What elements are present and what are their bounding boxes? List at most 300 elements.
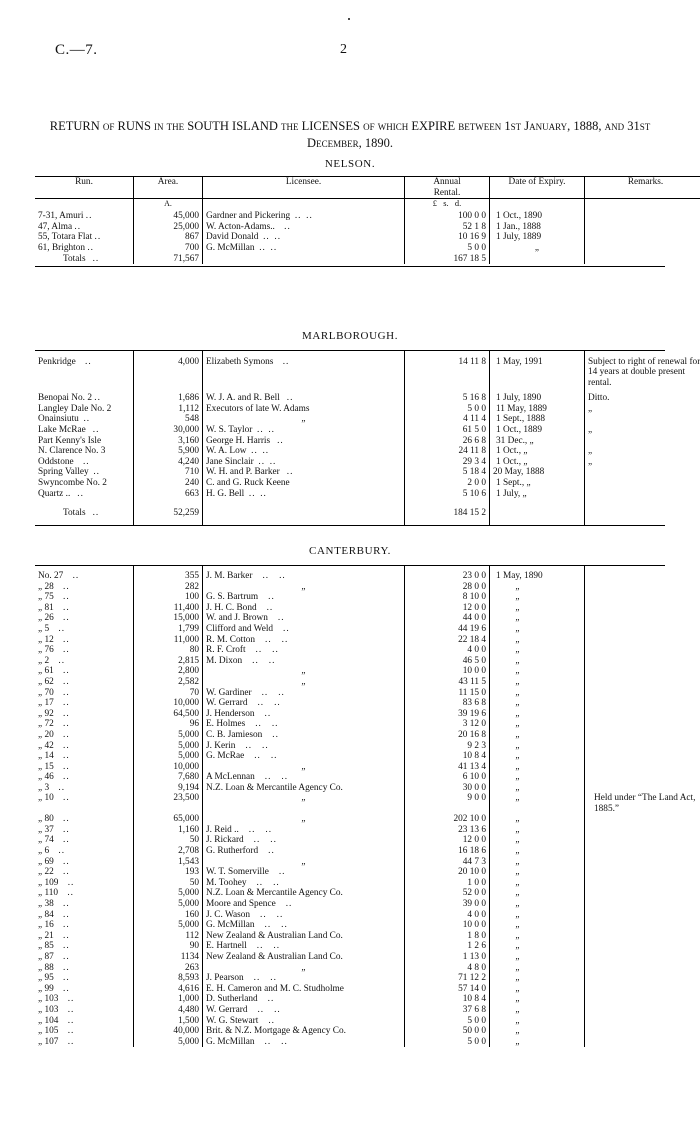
cell-remarks	[585, 857, 700, 868]
leader-dots: ..	[258, 1015, 275, 1026]
leader-dots: ..	[63, 729, 70, 740]
table-nelson	[35, 176, 700, 264]
leader-dots: ..	[63, 962, 70, 973]
cell-expiry: „	[490, 835, 585, 846]
cell-rental: 26 6 8	[405, 436, 490, 447]
cell-run	[35, 920, 134, 931]
cell-expiry: „	[490, 857, 585, 868]
cell-licensee: W. A. Low .. ..	[203, 446, 405, 457]
cell-area: 11,000	[134, 635, 203, 646]
leader-dots: ..	[257, 994, 275, 1005]
cell-expiry: „	[490, 635, 585, 646]
cell-remarks	[585, 1037, 700, 1048]
licensee-name: J. Rickard	[206, 835, 244, 846]
cell-area: 4,480	[134, 1005, 203, 1016]
section-title-canterbury: CANTERBURY.	[309, 545, 391, 557]
licensee-name: J. Kerin	[206, 740, 236, 751]
table-row	[35, 404, 700, 415]
cell-expiry: „	[490, 688, 585, 699]
cell-run	[35, 719, 134, 730]
page-title: RETURN of RUNS in the SOUTH ISLAND the LICENSES of which EXPIRE between 1st January, 1888, and 31st December, 1890.	[49, 119, 651, 150]
cell-remarks	[585, 899, 700, 910]
table-row	[35, 1005, 700, 1016]
cell-rental: 10 8 4	[405, 994, 490, 1005]
leader-dots: ..	[67, 888, 75, 899]
cell-expiry: 1 July, 1890	[490, 388, 585, 404]
cell-run	[35, 984, 134, 995]
leader-dots: ..	[63, 793, 70, 804]
cell-remarks	[585, 762, 700, 773]
cell-licensee	[203, 582, 405, 593]
cell-expiry: „	[490, 814, 585, 825]
cell-licensee	[203, 751, 405, 762]
cell-rental: 52 0 0	[405, 888, 490, 899]
run-number: No. 27	[38, 571, 64, 581]
leader-dots: ..	[63, 592, 70, 603]
leader-dots: ..	[63, 952, 70, 962]
cell-rental: 2 0 0	[405, 478, 490, 489]
leader-dots: ..	[260, 835, 277, 846]
cell-licensee: „	[203, 414, 405, 425]
cell-run	[35, 645, 134, 656]
cell-remarks	[585, 613, 700, 624]
licensee-name: R. M. Cotton	[206, 634, 256, 645]
cell-rental: 4 8 0	[405, 963, 490, 974]
cell-licensee: G. McMillan .. ..	[203, 243, 405, 254]
cell-run	[35, 656, 134, 667]
licensee-name: W. Gardiner	[206, 687, 252, 698]
run-number: „ 37	[38, 824, 54, 835]
leader-dots: ..	[63, 856, 70, 867]
cell-run	[35, 741, 134, 752]
cell-licensee	[203, 603, 405, 614]
cell-expiry: „	[490, 730, 585, 741]
cell-licensee: C. and G. Ruck Keene	[203, 478, 405, 489]
cell-area: 4,616	[134, 984, 203, 995]
leader-dots: ..	[268, 687, 285, 698]
leader-dots: ..	[268, 867, 286, 878]
cell-remarks	[585, 698, 700, 709]
cell-run	[35, 688, 134, 699]
cell-remarks: „	[585, 446, 700, 457]
col-annual-rental: Annual Rental.	[405, 177, 490, 199]
table-row	[35, 741, 700, 752]
cell-expiry: „	[490, 719, 585, 730]
cell-area: 10,000	[134, 698, 203, 709]
cell-remarks	[585, 878, 700, 889]
cell-expiry: „	[490, 867, 585, 878]
cell-expiry: 1 July, 1889	[490, 232, 585, 243]
cell-rental: 11 15 0	[405, 688, 490, 699]
totals-label: Totals ..	[63, 508, 100, 519]
licensee-name: A McLennan	[206, 772, 255, 783]
run-number: „ 38	[38, 899, 54, 910]
cell-licensee	[203, 709, 405, 720]
table-row	[35, 243, 700, 254]
cell-expiry: „	[490, 1016, 585, 1027]
cell-rental: 57 14 0	[405, 984, 490, 995]
cell-remarks	[585, 243, 700, 254]
cell-area: 5,000	[134, 730, 203, 741]
table-row	[35, 941, 700, 952]
licensee-name: G. S. Bartrum	[206, 592, 259, 603]
run-number: „ 10	[38, 793, 54, 804]
cell-rental: 14 11 8	[405, 357, 490, 388]
cell-run: Spring Valley ..	[38, 467, 101, 478]
cell-area: 10,000	[134, 762, 203, 773]
cell-rental: 4 0 0	[405, 910, 490, 921]
leader-dots: ..	[63, 676, 70, 687]
cell-rental: 20 16 8	[405, 730, 490, 741]
table-row	[35, 878, 700, 889]
cell-run	[35, 857, 134, 868]
cell-run	[35, 846, 134, 857]
cell-remarks	[585, 984, 700, 995]
cell-rental: 28 0 0	[405, 582, 490, 593]
cell-remarks	[585, 941, 700, 952]
table-row	[35, 772, 700, 783]
cell-rental: 5 0 0	[405, 1016, 490, 1027]
cell-licensee	[203, 730, 405, 741]
cell-licensee: Gardner and Pickering .. ..	[203, 211, 405, 222]
licensee-name: W. Gerrard	[206, 698, 248, 709]
leader-dots: ..	[251, 687, 269, 698]
leader-dots: ..	[67, 1036, 75, 1047]
cell-expiry: „	[490, 603, 585, 614]
cell-remarks	[585, 814, 700, 825]
remark-text: Held under “The Land Act, 1885.”	[594, 793, 696, 814]
cell-rental: 30 0 0	[405, 783, 490, 794]
licensee-name: J. Henderson	[206, 708, 255, 719]
cell-expiry: „	[490, 846, 585, 857]
cell-expiry: „	[490, 825, 585, 836]
cell-licensee	[203, 867, 405, 878]
cell-run	[35, 1026, 134, 1037]
run-number: „ 28	[38, 581, 54, 592]
cell-run: Quartz .. ..	[38, 488, 84, 499]
cell-expiry: 1 Jan., 1888	[490, 222, 585, 233]
leader-dots: ..	[63, 814, 70, 825]
cell-rental: 1 2 6	[405, 941, 490, 952]
cell-expiry: „	[490, 677, 585, 688]
totals-label: Totals ..	[63, 253, 100, 264]
cell-rental: 1 13 0	[405, 952, 490, 963]
table-row	[35, 1016, 700, 1027]
cell-run	[35, 1016, 134, 1027]
cell-expiry: „	[490, 910, 585, 921]
cell-rental: 71 12 2	[405, 973, 490, 984]
cell-rental: 5 0 0	[405, 243, 490, 254]
col-area: Area.	[134, 177, 203, 199]
leader-dots: ..	[243, 835, 261, 846]
cell-expiry: 1 Sept., „	[490, 478, 585, 489]
cell-run	[35, 582, 134, 593]
cell-rental: 20 10 0	[405, 867, 490, 878]
licensee-name: W. T. Somerville	[206, 867, 269, 878]
leader-dots: ..	[67, 1026, 75, 1037]
cell-rental: 46 5 0	[405, 656, 490, 667]
table-header-row	[35, 177, 700, 199]
licensee-name: Clifford and Weld	[206, 623, 274, 634]
licensee-name: J. Reid ..	[206, 824, 239, 835]
table-row	[35, 656, 700, 667]
cell-run	[35, 603, 134, 614]
cell-expiry: „	[490, 656, 585, 667]
table-row	[35, 571, 700, 582]
cell-run	[35, 709, 134, 720]
table-row	[35, 888, 700, 899]
cell-expiry: „	[490, 963, 585, 974]
leader-dots: ..	[247, 698, 265, 709]
table-row	[35, 613, 700, 624]
table-row	[35, 582, 700, 593]
cell-area: 193	[134, 867, 203, 878]
cell-remarks	[585, 783, 700, 794]
cell-area: 1,686	[134, 388, 203, 404]
cell-area: 8,593	[134, 973, 203, 984]
cell-expiry: „	[490, 1037, 585, 1048]
cell-licensee	[203, 762, 405, 773]
cell-area: 45,000	[134, 211, 203, 222]
cell-run	[35, 963, 134, 974]
cell-remarks	[585, 772, 700, 783]
cell-licensee	[203, 846, 405, 857]
table-row	[35, 467, 700, 478]
section-rule-bottom	[35, 525, 665, 526]
col-remarks: Remarks.	[585, 177, 700, 199]
table-row	[35, 645, 700, 656]
cell-area: 1,500	[134, 1016, 203, 1027]
cell-licensee	[203, 741, 405, 752]
cell-remarks	[585, 489, 700, 500]
run-number: „ 20	[38, 729, 54, 740]
cell-area: 4,240	[134, 457, 203, 468]
run-number: „ 62	[38, 676, 54, 687]
leader-dots: ..	[67, 877, 75, 888]
cell-area: 1,543	[134, 857, 203, 868]
cell-remarks	[585, 478, 700, 489]
leader-dots: ..	[63, 698, 70, 709]
leader-dots: ..	[255, 634, 272, 645]
leader-dots: ..	[63, 687, 70, 698]
licensee-name: „	[301, 676, 306, 687]
leader-dots: ..	[247, 1004, 265, 1015]
cell-rental: 23 0 0	[405, 571, 490, 582]
cell-run: Langley Dale No. 2	[38, 403, 112, 414]
cell-area: 30,000	[134, 425, 203, 436]
leader-dots: ..	[58, 846, 66, 857]
leader-dots: ..	[58, 782, 66, 793]
cell-run	[35, 814, 134, 825]
licensee-name: J. M. Barker	[206, 571, 253, 581]
run-number: „ 5	[38, 623, 50, 634]
cell-expiry: „	[490, 973, 585, 984]
cell-rental: 41 13 4	[405, 762, 490, 773]
cell-run: Lake McRae ..	[38, 425, 100, 435]
cell-remarks	[585, 835, 700, 846]
cell-licensee: W. Acton-Adams.. ..	[203, 222, 405, 233]
table-row	[35, 994, 700, 1005]
run-number: „ 107	[38, 1036, 59, 1047]
cell-area: 548	[134, 414, 203, 425]
leader-dots: ..	[58, 655, 66, 666]
cell-licensee	[203, 1005, 405, 1016]
cell-expiry: „	[490, 709, 585, 720]
leader-dots: ..	[63, 613, 70, 624]
cell-rental: 24 11 8	[405, 446, 490, 457]
cell-remarks	[585, 688, 700, 699]
area-unit: A.	[134, 199, 203, 212]
cell-area: 1,112	[134, 404, 203, 415]
cell-remarks	[585, 867, 700, 878]
table-row	[35, 709, 700, 720]
leader-dots: ..	[273, 623, 290, 634]
cell-rental: 50 0 0	[405, 1026, 490, 1037]
cell-expiry: „	[490, 793, 585, 814]
licensee-name: G. McMillan	[206, 920, 255, 931]
cell-expiry: „	[490, 698, 585, 709]
cell-remarks	[585, 635, 700, 646]
leader-dots: ..	[245, 645, 263, 656]
cell-expiry: „	[490, 645, 585, 656]
cell-licensee	[203, 592, 405, 603]
leader-dots: ..	[238, 824, 256, 835]
cell-rental: 10 0 0	[405, 666, 490, 677]
table-row	[35, 457, 700, 468]
run-number: „ 74	[38, 835, 54, 846]
cell-rental: 5 16 8	[405, 388, 490, 404]
run-number: „ 22	[38, 867, 54, 878]
cell-run	[35, 899, 134, 910]
run-number: „ 61	[38, 666, 54, 677]
cell-expiry: „	[490, 899, 585, 910]
cell-remarks: „	[585, 425, 700, 436]
cell-run	[35, 1037, 134, 1048]
leader-dots: ..	[63, 581, 70, 592]
cell-remarks	[585, 741, 700, 752]
run-number: „ 80	[38, 814, 54, 825]
leader-dots: ..	[63, 909, 70, 920]
run-number: „ 12	[38, 634, 54, 645]
licensee-name: J. H. C. Bond	[206, 602, 257, 613]
cell-area: 112	[134, 931, 203, 942]
table-row	[35, 425, 700, 436]
cell-run: Part Kenny's Isle	[38, 435, 102, 446]
licensee-name: „	[301, 581, 306, 592]
leader-dots: ..	[258, 655, 276, 666]
cell-licensee	[203, 941, 405, 952]
cell-expiry: 1 Oct., „	[490, 457, 585, 468]
leader-dots: ..	[63, 973, 70, 984]
cell-rental: 4 0 0	[405, 645, 490, 656]
table-row	[35, 446, 700, 457]
cell-run: Benopai No. 2 ..	[38, 393, 101, 404]
cell-rental: 9 2 3	[405, 741, 490, 752]
cell-licensee	[203, 719, 405, 730]
cell-licensee	[203, 984, 405, 995]
run-number: „ 17	[38, 698, 54, 709]
cell-area: 90	[134, 941, 203, 952]
table-row	[35, 910, 700, 921]
cell-area: 5,000	[134, 741, 203, 752]
cell-licensee	[203, 973, 405, 984]
cell-remarks	[585, 1026, 700, 1037]
table-row	[35, 846, 700, 857]
cell-run	[35, 1005, 134, 1016]
leader-dots: ..	[244, 751, 261, 762]
licensee-name: „	[301, 856, 306, 867]
run-number: „ 85	[38, 941, 54, 952]
run-number: „ 92	[38, 708, 54, 719]
cell-expiry: 20 May, 1888	[490, 467, 585, 478]
leader-dots: ..	[260, 751, 278, 762]
cell-area: 50	[134, 835, 203, 846]
leader-dots: ..	[271, 634, 289, 645]
table-row	[35, 783, 700, 794]
leader-dots: ..	[63, 941, 70, 952]
licensee-name: „	[301, 793, 306, 804]
cell-expiry: „	[490, 1005, 585, 1016]
licensee-name: D. Sutherland	[206, 994, 258, 1005]
cell-licensee	[203, 688, 405, 699]
table-row	[35, 635, 700, 646]
cell-licensee	[203, 878, 405, 889]
leader-dots: ..	[63, 899, 70, 910]
cell-rental: 9 0 0	[405, 793, 490, 814]
table-row	[35, 592, 700, 603]
cell-remarks: „	[585, 457, 700, 468]
leader-dots: ..	[275, 899, 293, 910]
cell-run	[35, 698, 134, 709]
cell-rental: 12 0 0	[405, 835, 490, 846]
cell-run	[35, 613, 134, 624]
cell-run: Oddstone ..	[38, 456, 90, 467]
cell-run	[35, 825, 134, 836]
cell-remarks	[585, 436, 700, 447]
run-number: „ 69	[38, 856, 54, 867]
cell-licensee	[203, 1037, 405, 1048]
cell-licensee	[203, 698, 405, 709]
totals-row	[35, 499, 700, 519]
cell-run: Penkridge ..	[38, 357, 92, 367]
cell-rental: 10 8 4	[405, 751, 490, 762]
cell-expiry: „	[490, 994, 585, 1005]
cell-rental: 29 3 4	[405, 457, 490, 468]
cell-remarks	[585, 973, 700, 984]
cell-run: 47, Alma ..	[38, 221, 82, 232]
cell-expiry: „	[490, 941, 585, 952]
cell-licensee: W. H. and P. Barker ..	[203, 467, 405, 478]
cell-run	[35, 867, 134, 878]
run-number: „ 72	[38, 719, 54, 730]
cell-licensee	[203, 1016, 405, 1027]
cell-area: 1,160	[134, 825, 203, 836]
cell-area: 355	[134, 571, 203, 582]
cell-expiry: „	[490, 984, 585, 995]
run-number: „ 84	[38, 909, 54, 920]
cell-run	[35, 835, 134, 846]
cell-run	[35, 592, 134, 603]
leader-dots: ..	[258, 592, 275, 603]
cell-rental: 6 10 0	[405, 772, 490, 783]
leader-dots: ..	[264, 1004, 281, 1015]
licensee-name: G. McMillan	[206, 1036, 255, 1047]
cell-rental: 52 1 8	[405, 222, 490, 233]
run-number: „ 109	[38, 877, 59, 888]
leader-dots: ..	[72, 571, 80, 581]
cell-licensee	[203, 1026, 405, 1037]
leader-dots: ..	[271, 1036, 288, 1047]
